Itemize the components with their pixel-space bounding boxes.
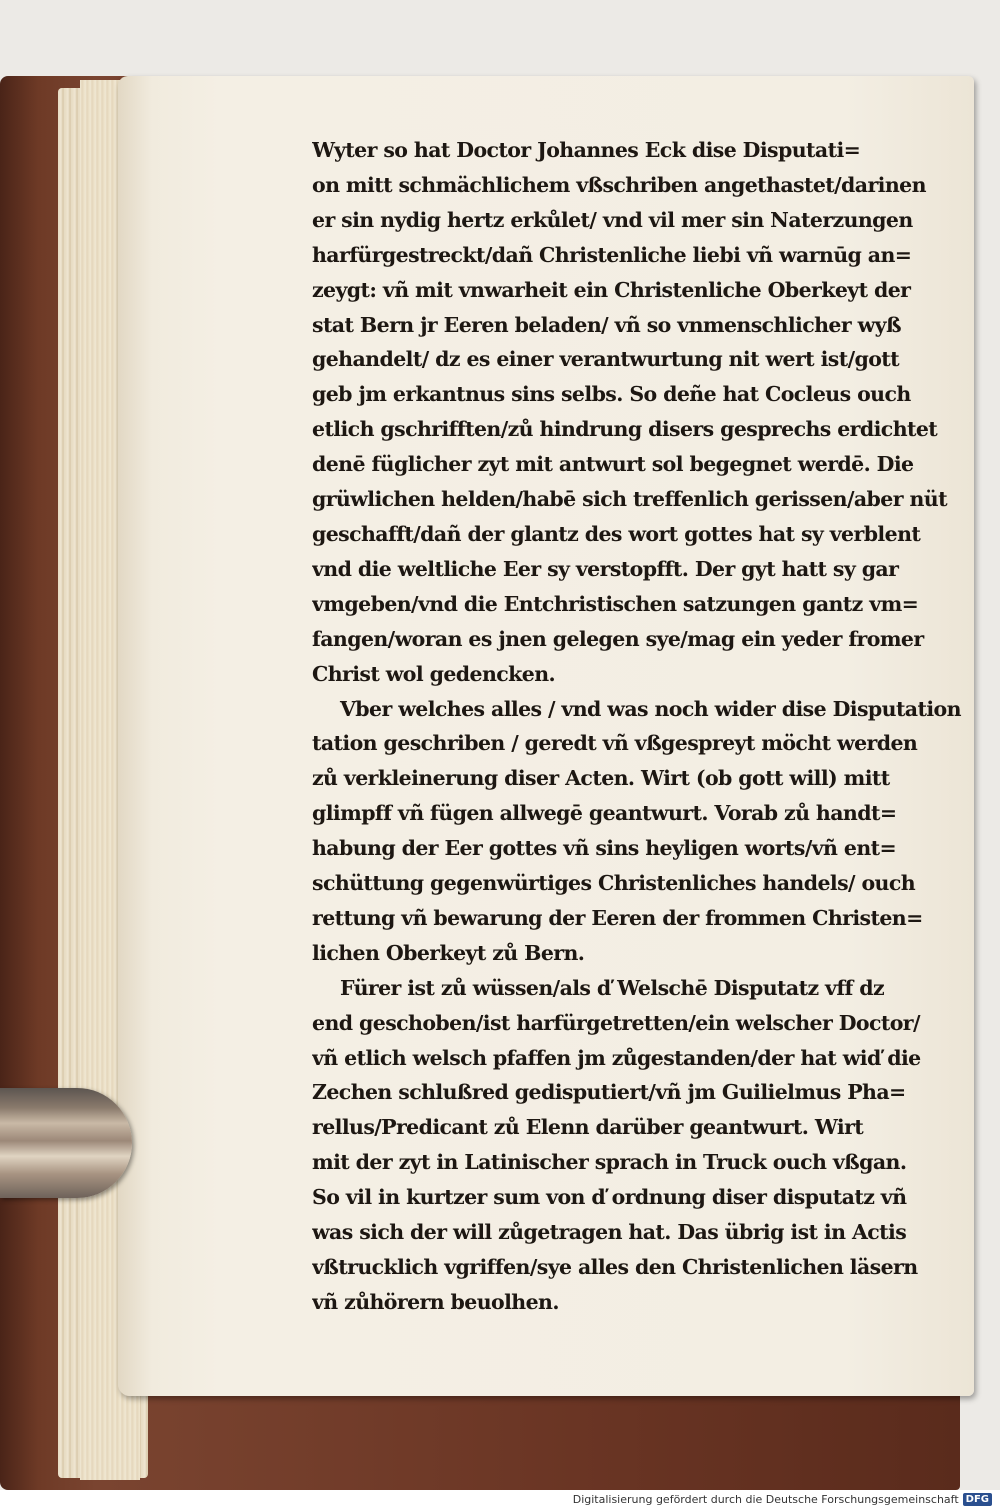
text-line: Zechen schlußred gedisputiert/vñ jm Guilielmus Pha= [312, 1080, 906, 1105]
footer-credit [573, 1493, 992, 1506]
text-line: vnd die weltliche Eer sy verstopfft. Der gyt hatt sy gar [312, 556, 899, 581]
footer-credit-text: Digitalisierung gefördert durch die Deutsche Forschungsgemeinschaft [572, 1493, 959, 1506]
text-line: zeygt: vñ mit vnwarheit ein Christenliche Oberkeyt der [312, 277, 911, 302]
text-line: vñ etlich welsch pfaffen jm zůgestanden/der hat wiď die [312, 1045, 921, 1070]
text-line: rettung vñ bewarung der Eeren der frommen Christen= [312, 905, 923, 930]
text-line: on mitt schmächlichem vßschriben angethastet/darinen [312, 172, 926, 197]
text-line: vßtrucklich vgriffen/sye alles den Christenlichen läsern [312, 1255, 918, 1279]
text-line: stat Bern jr Eeren beladen/ vñ so vnmenschlicher wyß [312, 312, 901, 337]
text-line: er sin nydig hertz erkůlet/ vnd vil mer sin Naterzungen [312, 207, 913, 232]
text-line: mit der zyt in Latinischer sprach in Truck ouch vßgan. [312, 1150, 907, 1175]
text-line: end geschoben/ist harfürgetretten/ein welscher Doctor/ [312, 1010, 920, 1035]
text-line: vmgeben/vnd die Entchristischen satzungen gantz vm= [312, 591, 919, 616]
page-text-block [312, 133, 972, 1320]
text-line: etlich gschrifften/zů hindrung disers gesprechs erdichtet [312, 417, 938, 442]
text-line: glimpff vñ fügen allwegē geantwurt. Vorab zů handt= [312, 801, 897, 826]
text-line: Christ wol gedencken. [312, 661, 556, 686]
text-line: geschafft/dañ der glantz des wort gottes hat sy verblent [312, 521, 921, 546]
text-line: lichen Oberkeyt zů Bern. [312, 940, 585, 965]
text-line: Vber welches alles / vnd was noch wider dise Disputation [340, 696, 961, 721]
text-line: gehandelt/ dz es einer verantwurtung nit wert ist/gott [312, 347, 900, 372]
text-line: rellus/Predicant zů Elenn darüber geantwurt. Wirt [312, 1115, 864, 1140]
dfg-logo-icon: DFG [963, 1493, 992, 1506]
text-line: habung der Eer gottes vñ sins heyligen worts/vñ ent= [312, 836, 897, 861]
text-line: Fürer ist zů wüssen/als ď Welschē Disputatz vff dz [340, 975, 885, 1000]
text-line: geb jm erkantnus sins selbs. So deñe hat Cocleus ouch [312, 382, 911, 407]
text-line: zů verkleinerung diser Acten. Wirt (ob gott will) mitt [312, 766, 890, 791]
text-line: schüttung gegenwürtiges Christenliches handels/ ouch [312, 871, 916, 896]
text-line: was sich der will zůgetragen hat. Das übrig ist in Actis [312, 1220, 907, 1245]
text-line: fangen/woran es jnen gelegen sye/mag ein yeder fromer [312, 626, 924, 651]
text-line: grüwlichen helden/habē sich treffenlich gerissen/aber nüt [312, 487, 947, 512]
text-line: denē füglicher zyt mit antwurt sol begegnet werdē. Die [312, 452, 914, 477]
text-line: harfürgestreckt/dañ Christenliche liebi vñ warnūg an= [312, 242, 912, 267]
text-line: tation geschriben / geredt vñ vßgespreyt möcht werden [312, 731, 918, 756]
text-line: vñ zůhörern beuolhen. [312, 1289, 559, 1314]
text-line: So vil in kurtzer sum von ď ordnung diser disputatz vñ [312, 1185, 907, 1210]
text-line: Wyter so hat Doctor Johannes Eck dise Disputati= [312, 138, 861, 162]
bookmark-strap [0, 1088, 132, 1198]
